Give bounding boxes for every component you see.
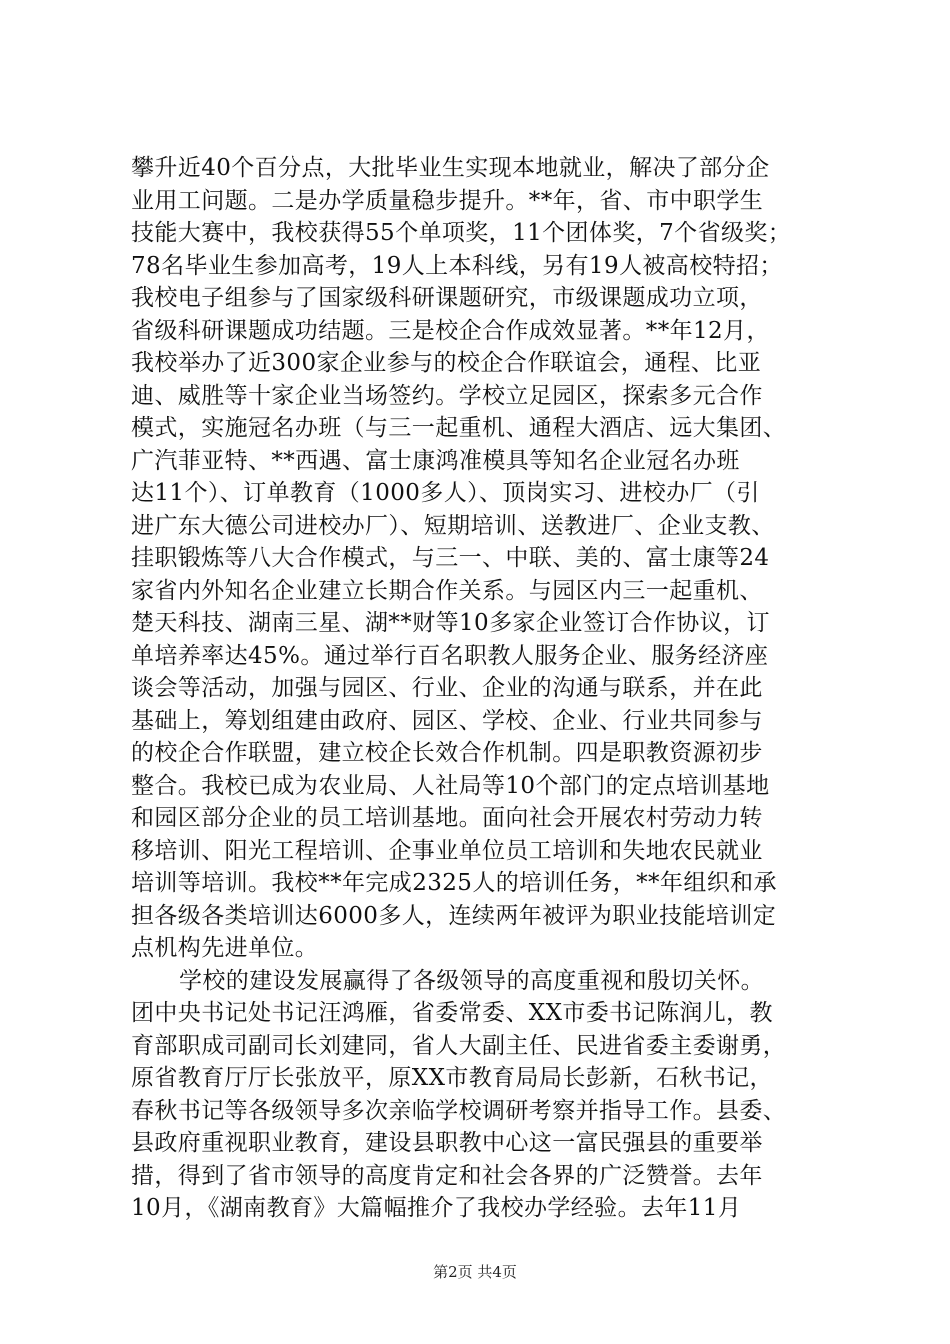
text-line: 攀升近40个百分点，大批毕业生实现本地就业，解决了部分企 (131, 155, 770, 181)
text-line: 担各级各类培训达6000多人，连续两年被评为职业技能培训定 (131, 902, 777, 929)
text-line: 省级科研课题成功结题。三是校企合作成效显著。**年12月， (131, 317, 770, 344)
text-line: 的校企合作联盟，建立校企长效合作机制。四是职教资源初步 (131, 740, 763, 766)
text-line: 整合。我校已成为农业局、人社局等10个部门的定点培训基地 (131, 772, 770, 799)
text-line: 10月，《湖南教育》大篇幅推介了我校办学经验。去年11月 (131, 1195, 742, 1221)
text-line: 广汽菲亚特、**西遇、富士康鸿准模具等知名企业冠名办班 (131, 447, 740, 474)
text-line: 谈会等活动，加强与园区、行业、企业的沟通与联系，并在此 (131, 675, 763, 701)
text-line: 移培训、阳光工程培训、企事业单位员工培训和失地农民就业 (131, 837, 763, 864)
document-body (131, 152, 821, 1225)
text-line: 模式，实施冠名办班（与三一起重机、通程大酒店、远大集团、 (131, 415, 787, 441)
text-line: 达11个）、订单教育（1000多人）、顶岗实习、进校办厂（引 (131, 480, 760, 506)
text-line: 进广东大德公司进校办厂）、短期培训、送教进厂、企业支教、 (131, 512, 775, 539)
text-line: 春秋书记等各级领导多次亲临学校调研考察并指导工作。县委、 (131, 1097, 787, 1124)
text-line: 措，得到了省市领导的高度肯定和社会各界的广泛赞誉。去年 (131, 1162, 763, 1189)
text-line: 和园区部分企业的员工培训基地。面向社会开展农村劳动力转 (131, 805, 763, 831)
text-line: 基础上，筹划组建由政府、园区、学校、企业、行业共同参与 (131, 707, 763, 734)
text-line: 家省内外知名企业建立长期合作关系。与园区内三一起重机、 (131, 577, 763, 604)
text-line: 育部职成司副司长刘建同，省人大副主任、民进省委主委谢勇， (131, 1032, 787, 1059)
text-line: 楚天科技、湖南三星、湖**财等10多家企业签订合作协议，订 (131, 610, 770, 636)
text-line: 原省教育厅厅长张放平，原XX市教育局局长彭新，石秋书记， (131, 1065, 773, 1091)
paragraph-start-line: 学校的建设发展赢得了各级领导的高度重视和殷切关怀。 (179, 967, 764, 994)
text-line: 挂职锻炼等八大合作模式，与三一、中联、美的、富士康等24 (131, 545, 770, 571)
text-line: 单培养率达45%。通过举行百名职教人服务企业、服务经济座 (131, 642, 769, 669)
text-line: 我校电子组参与了国家级科研课题研究，市级课题成功立项， (131, 285, 763, 311)
text-line: 县政府重视职业教育，建设县职教中心这一富民强县的重要举 (131, 1130, 763, 1156)
text-line: 点机构先进单位。 (131, 935, 319, 961)
text-line: 业用工问题。二是办学质量稳步提升。**年，省、市中职学生 (131, 187, 764, 214)
text-line: 培训等培训。我校**年完成2325人的培训任务，**年组织和承 (131, 870, 777, 896)
page-footer: 第2页 共4页 (433, 1263, 517, 1281)
text-line: 迪、威胜等十家企业当场签约。学校立足园区，探索多元合作 (131, 382, 763, 409)
text-line: 技能大赛中，我校获得55个单项奖，11个团体奖，7个省级奖； (131, 220, 792, 246)
text-line: 我校举办了近300家企业参与的校企合作联谊会，通程、比亚 (131, 350, 762, 376)
text-line: 团中央书记处书记汪鸿雁，省委常委、XX市委书记陈润儿，教 (131, 1000, 773, 1026)
text-line: 78名毕业生参加高考，19人上本科线，另有19人被高校特招； (131, 252, 783, 279)
